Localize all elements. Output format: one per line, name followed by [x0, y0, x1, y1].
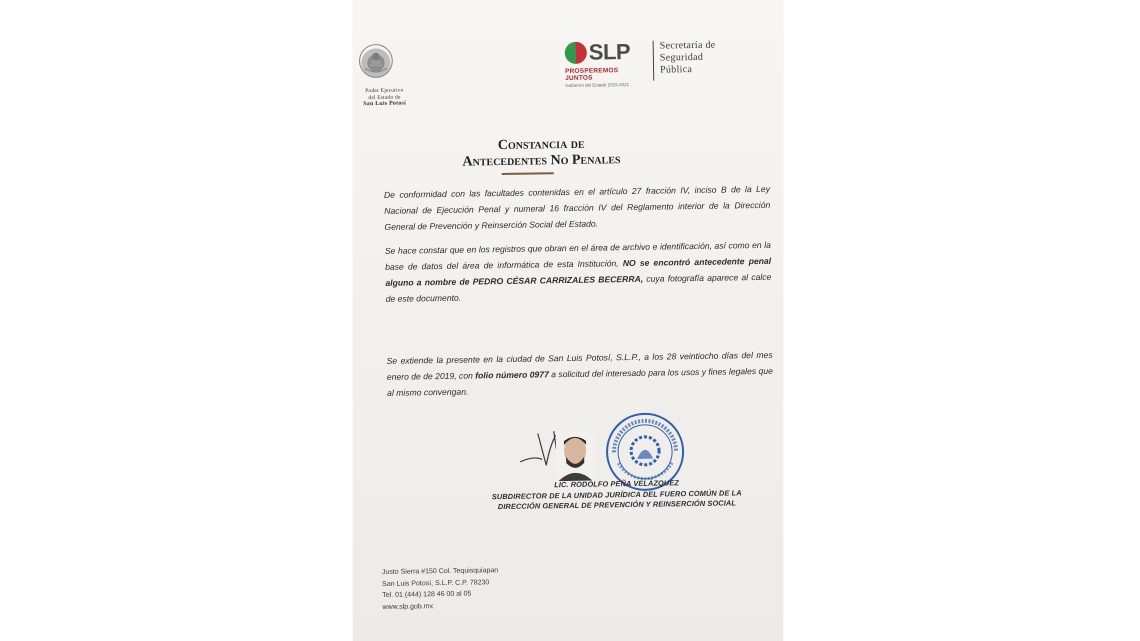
- issuance-text: Se extiende la presente en la ciudad de San Luis Potosí, S.L.P., a los 28 veintiocho días del mes enero de de 2019, con: [386, 349, 773, 382]
- logo-divider: [653, 41, 655, 81]
- title-line: Antecedentes No Penales: [462, 152, 621, 170]
- emblem-caption-line: Poder Ejecutivo: [365, 87, 404, 95]
- footer-phone: Tel. 01 (444) 128 46 00 al 05: [382, 590, 472, 599]
- emblem-caption: [354, 87, 414, 107]
- slp-logo-icon: [565, 39, 646, 88]
- coat-of-arms-icon: [356, 41, 397, 82]
- emblem-caption-line: San Luis Potosí: [363, 100, 406, 108]
- agency-name-line: Seguridad: [659, 51, 704, 64]
- signer-position: DIRECCIÓN GENERAL DE PREVENCIÓN Y REINSERCIÓN SOCIAL: [497, 498, 736, 512]
- title-underline: [502, 172, 554, 175]
- signer-name: LIC. RODOLFO PEÑA VELÁZQUEZ: [554, 478, 680, 490]
- agency-name-line: Secretaría de: [659, 39, 716, 52]
- issuance-text-end: a solicitud del interesado para los usos y fines legales que al mismo convengan.: [387, 365, 773, 398]
- folio-number: folio número 0977: [475, 369, 549, 381]
- signer-block: [457, 477, 777, 514]
- paragraph-legal-basis: De conformidad con las facultades contenidas en el artículo 27 fracción IV, inciso B de la Ley Nacional de Ejecución Penal y numeral 16 fracción IV del Reglamento interior de la Dirección General de Prevención y Reinserción Social del Estado.: [383, 183, 771, 232]
- certification-text: Se hace constar que en los registros que obran en el área de archivo e identificación, así como en la base de datos del área de informática de esta Institución,: [384, 239, 771, 272]
- footer-address: Justo Sierra #150 Col. Tequisquiapan: [381, 567, 499, 576]
- emblem-caption-line: del Estado de: [368, 94, 401, 101]
- paragraph-certification: [385, 237, 772, 307]
- paragraph-issuance: [386, 347, 773, 401]
- logo-tagline: PROSPEREMOS JUNTOS: [565, 67, 619, 83]
- document-content: [353, 0, 783, 641]
- state-emblem: [354, 40, 415, 107]
- logo-word: SLP: [588, 39, 631, 65]
- agency-name: [660, 39, 766, 77]
- certification-finding: NO se encontró antecedente penal alguno a nombre de PEDRO CÉSAR CARRIZALES BECERRA,: [385, 255, 772, 288]
- footer-contact: [382, 564, 583, 613]
- logo-government: Gobierno del Estado 2015-2021: [565, 82, 630, 89]
- agency-name-line: Pública: [659, 64, 693, 76]
- document-title: [441, 136, 641, 171]
- slp-swirl-icon: [565, 42, 587, 64]
- id-photo: [556, 431, 595, 482]
- footer-address: San Luis Potosí, S.L.P. C.P. 78230: [382, 578, 490, 588]
- certification-text-end: cuya fotografía aparece al calce de este documento.: [385, 271, 772, 304]
- title-line: Constancia de: [497, 136, 585, 154]
- document-sheet: [353, 0, 783, 641]
- signer-position: SUBDIRECTOR DE LA UNIDAD JURÍDICA DEL FUERO COMÚN DE LA: [491, 487, 742, 501]
- agency-logo: [565, 37, 766, 96]
- footer-website: www.slp.gob.mx: [382, 602, 434, 611]
